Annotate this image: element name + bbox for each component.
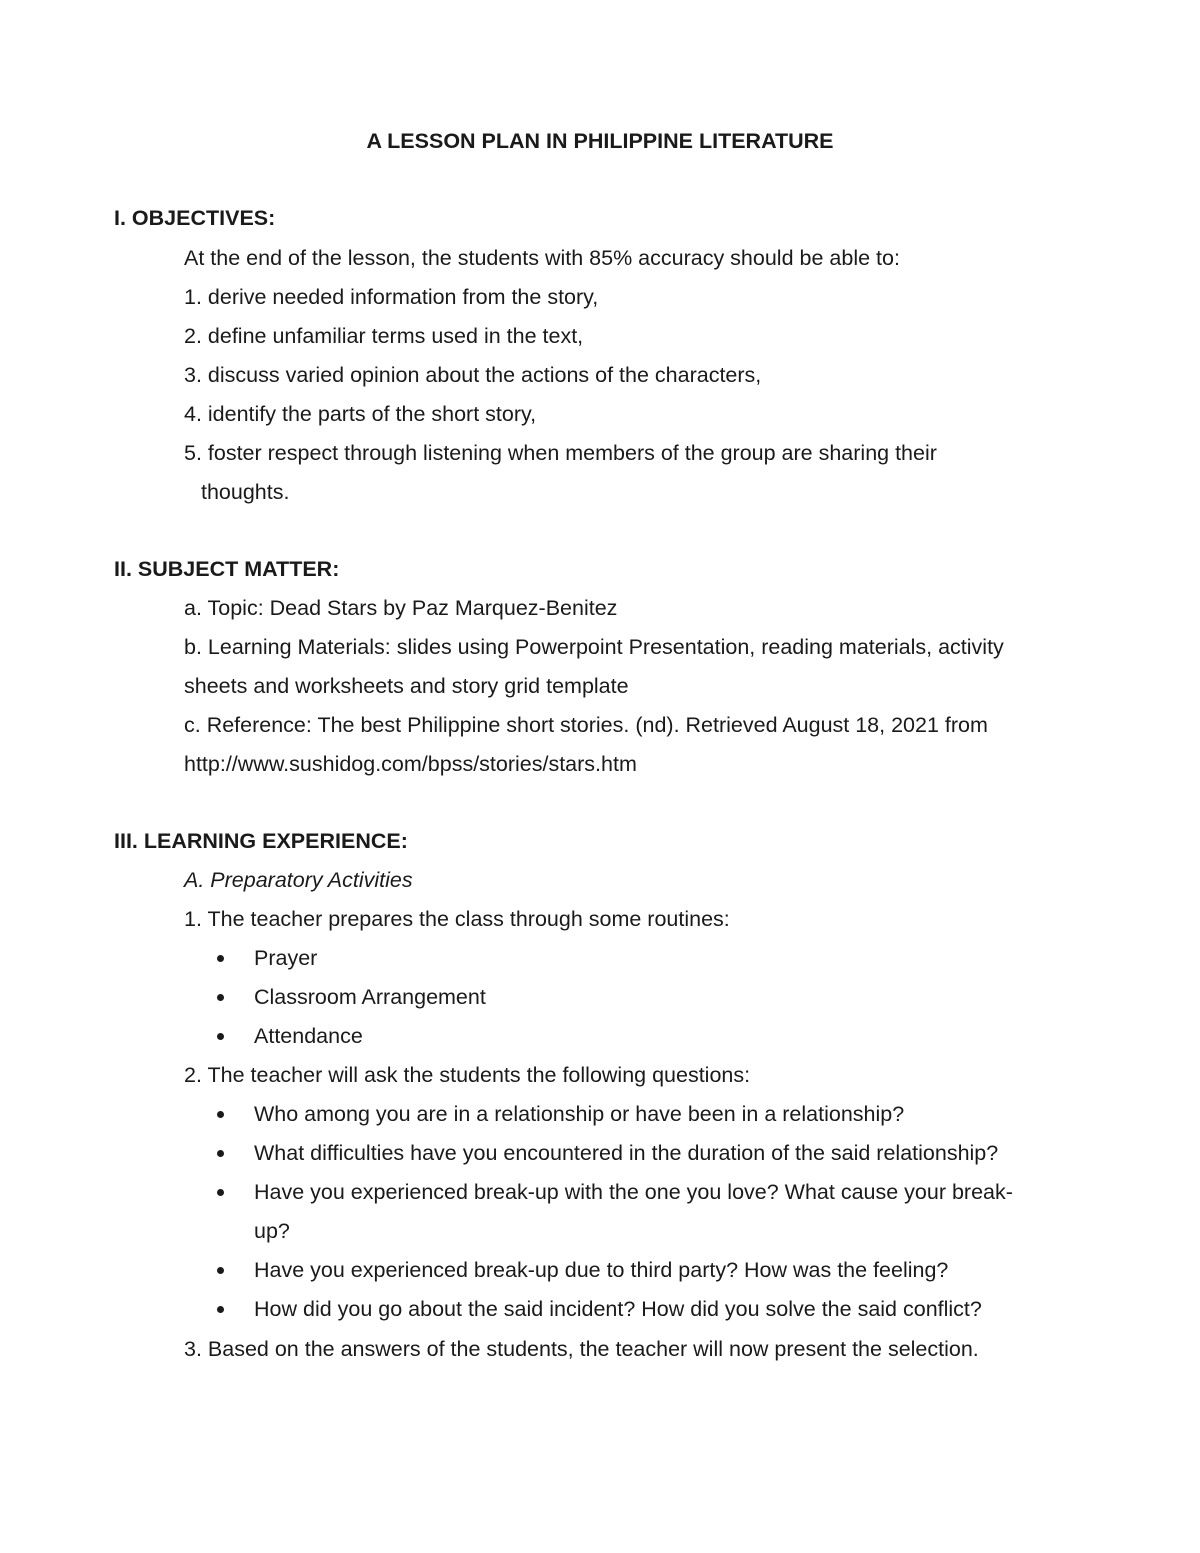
bullet-icon [217, 1306, 224, 1313]
document-title: A LESSON PLAN IN PHILIPPINE LITERATURE [366, 129, 834, 153]
subject-topic: a. Topic: Dead Stars by Paz Marquez-Benitez [184, 596, 618, 620]
routine-item: Classroom Arrangement [254, 985, 486, 1009]
subject-matter-heading: II. SUBJECT MATTER: [114, 557, 340, 581]
objectives-heading: I. OBJECTIVES: [114, 206, 276, 230]
objective-item-4: 4. identify the parts of the short story, [184, 402, 537, 426]
question-item: What difficulties have you encountered in the duration of the said relationship? [254, 1141, 999, 1165]
question-item: Have you experienced break-up due to third party? How was the feeling? [254, 1258, 949, 1282]
objectives-intro: At the end of the lesson, the students with 85% accuracy should be able to: [184, 246, 900, 270]
question-item: Who among you are in a relationship or have been in a relationship? [254, 1102, 905, 1126]
question-item-continued: up? [254, 1219, 290, 1243]
question-item: How did you go about the said incident? How did you solve the said conflict? [254, 1297, 982, 1321]
objective-item-2: 2. define unfamiliar terms used in the text, [184, 324, 584, 348]
step-2: 2. The teacher will ask the students the following questions: [184, 1063, 751, 1087]
routine-item: Prayer [254, 946, 318, 970]
step-1: 1. The teacher prepares the class through some routines: [184, 907, 730, 931]
objective-item-5: 5. foster respect through listening when members of the group are sharing their [184, 441, 937, 465]
objective-item-3: 3. discuss varied opinion about the actions of the characters, [184, 363, 762, 387]
bullet-icon [217, 1267, 224, 1274]
learning-experience-heading: III. LEARNING EXPERIENCE: [114, 829, 408, 853]
bullet-icon [217, 1150, 224, 1157]
subject-materials-continued: sheets and worksheets and story grid template [184, 674, 629, 698]
bullet-icon [217, 1033, 224, 1040]
question-item: Have you experienced break-up with the one you love? What cause your break- [254, 1180, 1013, 1204]
routine-item: Attendance [254, 1024, 363, 1048]
subject-reference-url: http://www.sushidog.com/bpss/stories/stars.htm [184, 752, 637, 776]
subject-reference: c. Reference: The best Philippine short stories. (nd). Retrieved August 18, 2021 from [184, 713, 988, 737]
objective-item-1: 1. derive needed information from the story, [184, 285, 599, 309]
bullet-icon [217, 994, 224, 1001]
bullet-icon [217, 955, 224, 962]
bullet-icon [217, 1189, 224, 1196]
objective-item-5-continued: thoughts. [201, 480, 290, 504]
subject-materials: b. Learning Materials: slides using Powerpoint Presentation, reading materials, activity [184, 635, 1004, 659]
step-3: 3. Based on the answers of the students, the teacher will now present the selection. [184, 1337, 979, 1361]
preparatory-activities-subheading: A. Preparatory Activities [184, 868, 413, 892]
bullet-icon [217, 1111, 224, 1118]
